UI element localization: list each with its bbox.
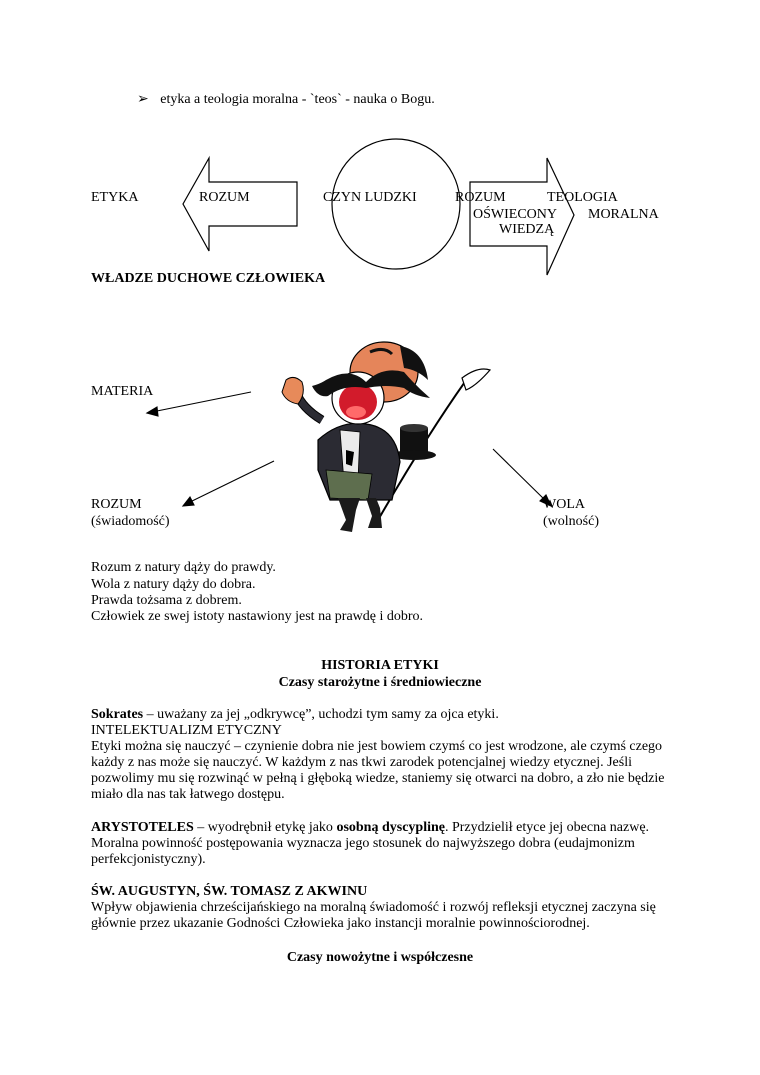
statement-2: Wola z natury dąży do dobra. [91,577,256,592]
arystoteles-line [91,820,649,837]
arystoteles-para-2: perfekcjonistyczny). [91,852,206,867]
label-rozum: ROZUM [91,497,142,512]
label-rozum-right: ROZUM [455,190,506,205]
label-teologia: TEOLOGIA [547,190,618,205]
label-swiadomosc: (świadomość) [91,514,170,529]
sokrates-para-2: każdy z nas może się nauczyć. W każdym z nas tkwi zarodek potencjalnej wiedzy etycznej. Jeśli [91,755,632,770]
cartoon-man-illustration [282,342,490,532]
statement-4: Człowiek ze swej istoty nastawiony jest na prawdę i dobro. [91,609,424,624]
sokrates-para-3: pozwolimy mu się rozwinąć w pełną i głęboką wiedze, staniemy się otwarci na dobro, a zło nie będzie [91,771,665,786]
bullet-text: etyka a teologia moralna - `teos` - nauka o Bogu. [160,92,435,107]
arystoteles-bold: osobną dyscyplinę [336,820,445,835]
statement-1: Rozum z natury dąży do prawdy. [91,560,276,575]
sokrates-para-4: miało dla nas tak łatwego dostępu. [91,787,285,802]
arrow-to-materia [147,392,251,416]
label-wolnosc: (wolność) [543,514,599,529]
arystoteles-mid: – wyodrębnił etykę jako [193,820,337,835]
label-czyn-ludzki: CZYN LUDZKI [323,190,417,205]
label-rozum-left: ROZUM [199,190,250,205]
augustyn-para-1: Wpływ objawienia chrześcijańskiego na moralną świadomość i rozwój refleksji etycznej zaczyna się [91,900,656,915]
sokrates-name: Sokrates [91,707,144,722]
statement-3: Prawda tożsama z dobrem. [91,593,242,608]
arrow-to-rozum [183,461,274,506]
arystoteles-end: . Przydzielił etyce jej obecna nazwę. [444,820,650,835]
bullet-arrow-icon: ➢ [137,92,149,107]
nowozytne-heading: Czasy nowożytne i współczesne [286,950,474,965]
sokrates-line [91,707,499,724]
historia-subtitle: Czasy starożytne i średniowieczne [278,675,482,690]
augustyn-para-2: głównie przez ukazanie Godności Człowieka jako instancji moralnie powinnościorodnej. [91,916,590,931]
sokrates-desc: – uważany za jej „odkrywcę”, uchodzi tym samy za ojca etyki. [143,707,499,722]
heading-wladze-duchowe: WŁADZE DUCHOWE CZŁOWIEKA [91,271,326,286]
label-wola: WOLA [543,497,585,512]
augustyn-heading: ŚW. AUGUSTYN, ŚW. TOMASZ Z AKWINU [91,884,368,899]
arystoteles-para-1: Moralna powinność postępowania wyznacza jego stosunek do najwyższego dobra (eudajmonizm [91,836,635,851]
arystoteles-name: ARYSTOTELES [91,820,194,835]
label-wiedza: WIEDZĄ [499,222,555,237]
sokrates-para-1: Etyki można się nauczyć – czynienie dobra nie jest bowiem czymś co jest wrodzone, ale czymś czego [91,739,663,754]
intelektualizm-heading: INTELEKTUALIZM ETYCZNY [91,723,282,738]
label-materia: MATERIA [91,384,154,399]
historia-title: HISTORIA ETYKI [321,658,439,673]
label-moralna: MORALNA [588,207,659,222]
label-etyka: ETYKA [91,190,139,205]
label-oswiecony: OŚWIECONY [473,207,557,222]
